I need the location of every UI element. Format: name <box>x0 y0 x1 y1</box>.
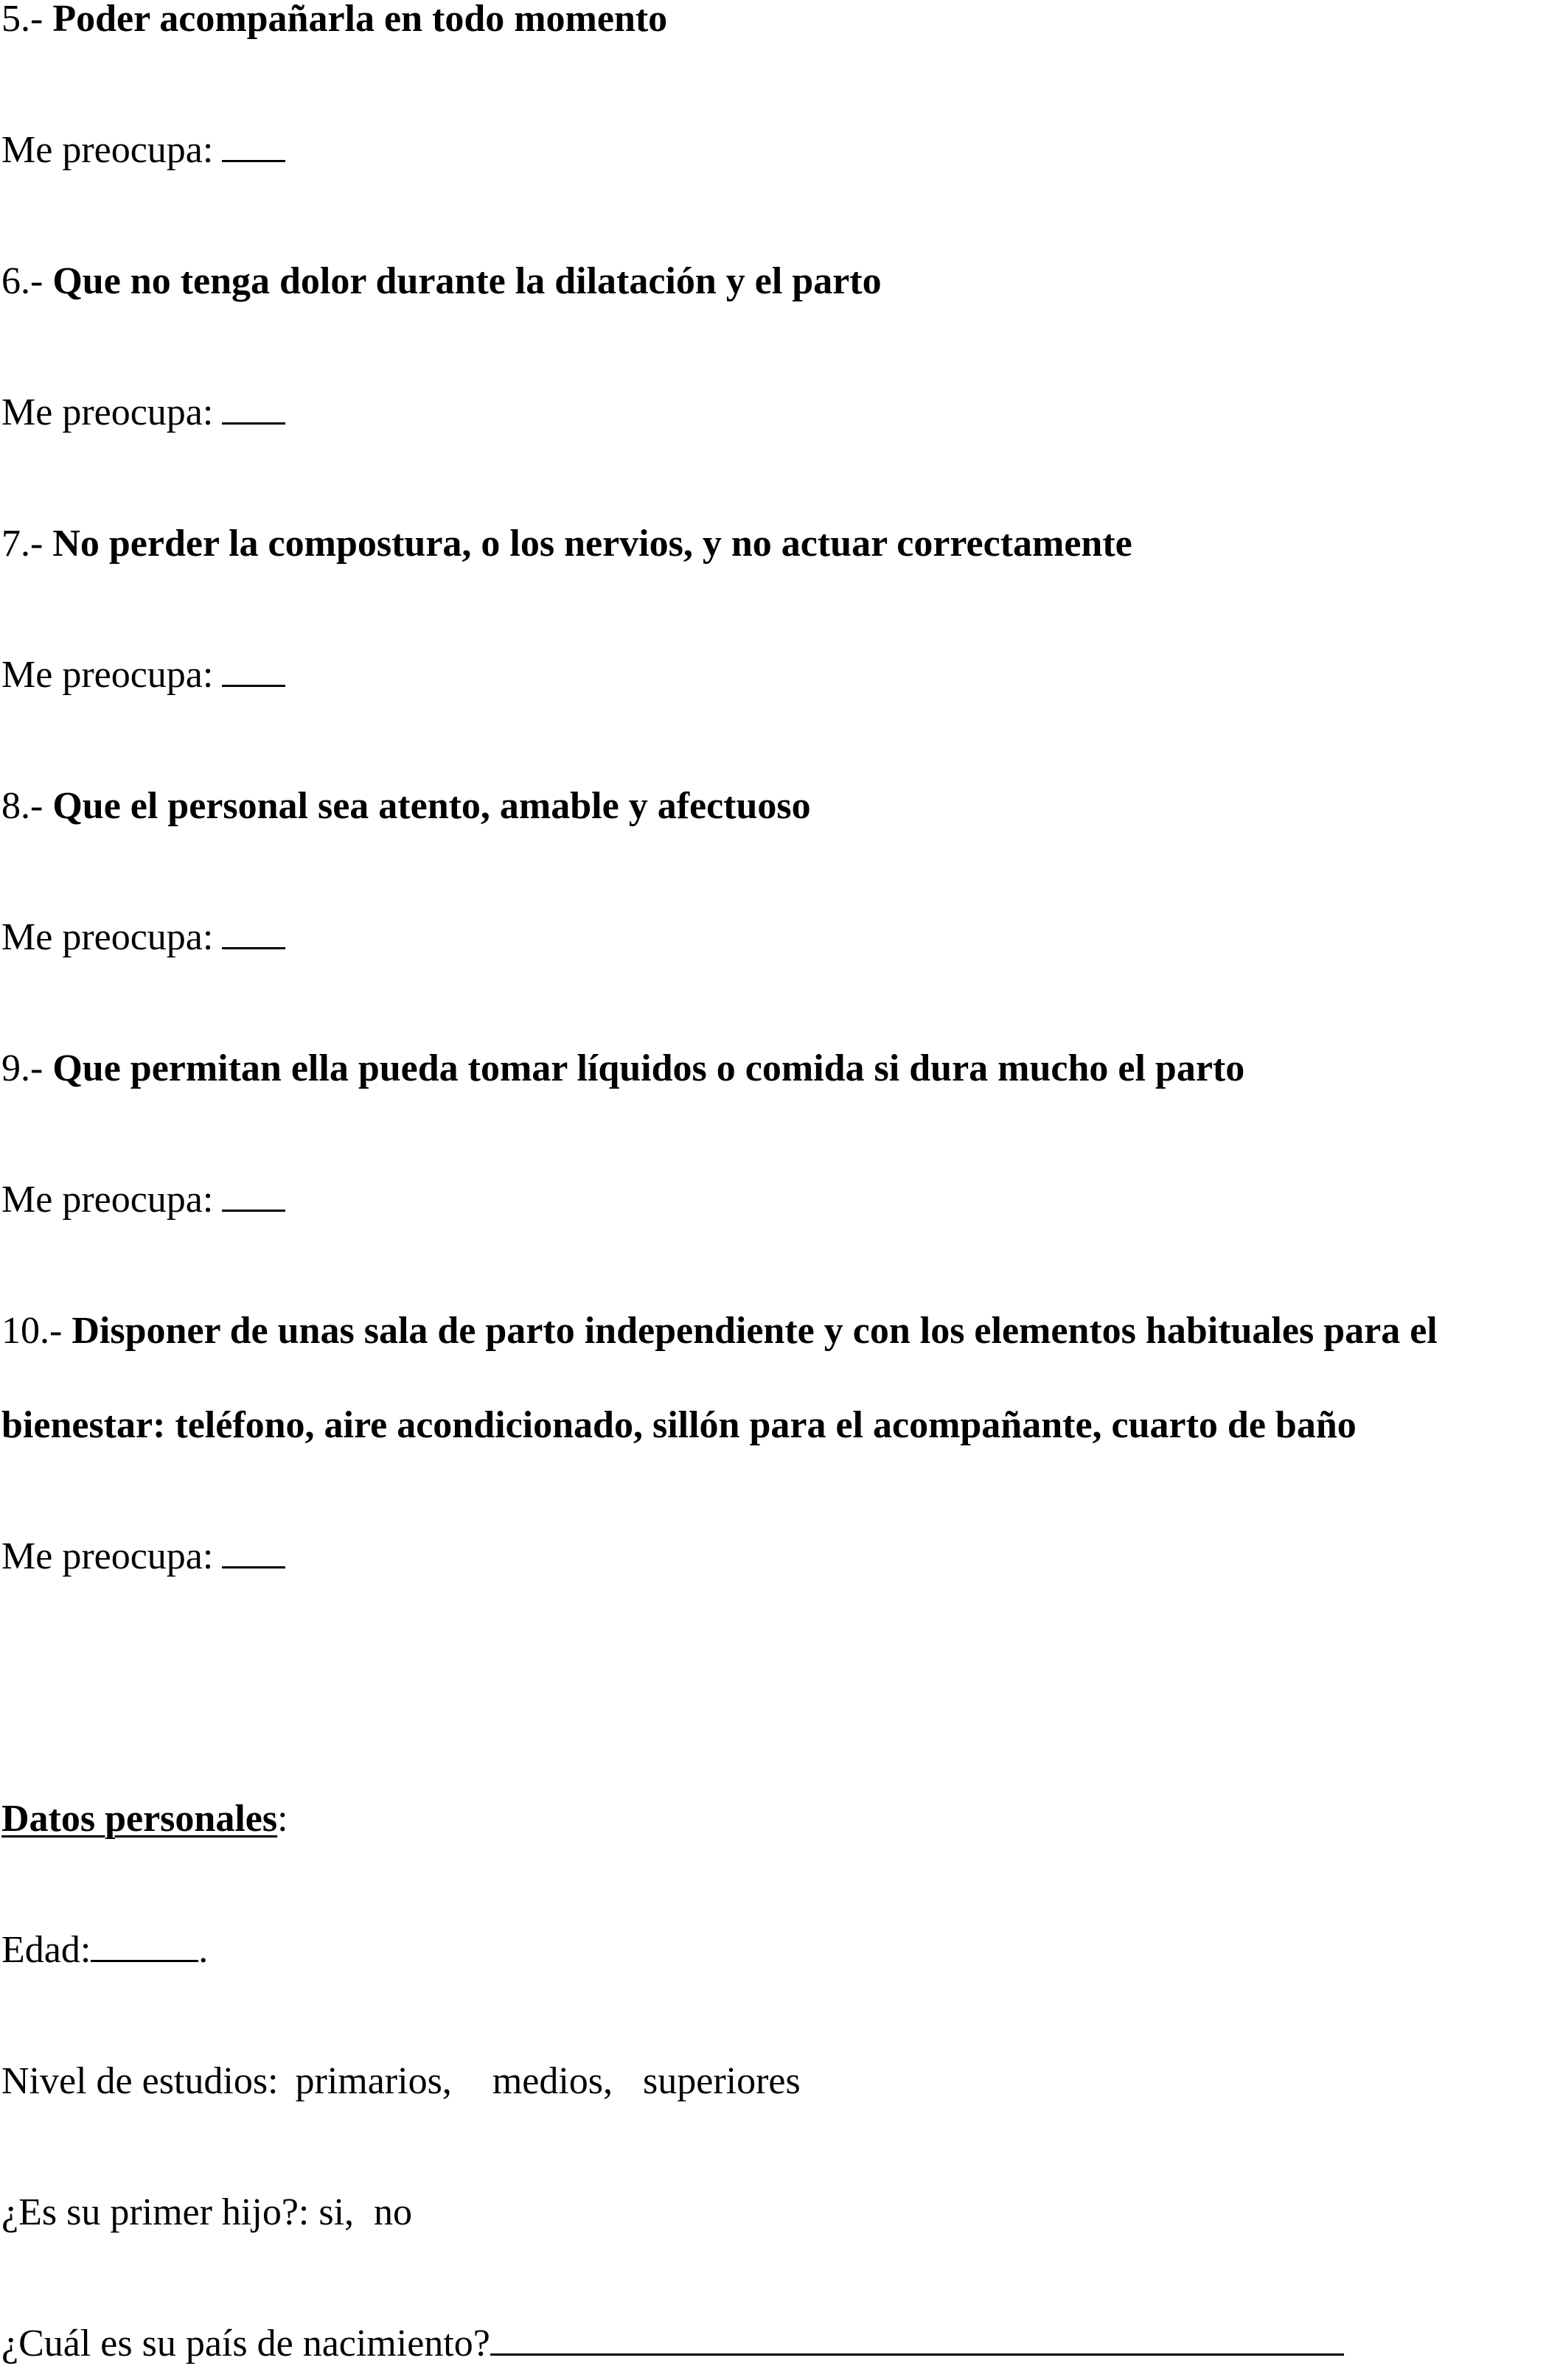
answer-blank[interactable] <box>222 1566 285 1568</box>
item-10-question-cont <box>1 1406 1357 1445</box>
education-option-medios[interactable]: medios, <box>492 2060 613 2102</box>
item-7-question <box>1 525 1132 563</box>
answer-blank[interactable] <box>222 422 285 425</box>
me-preocupa-label: Me preocupa: <box>1 1179 214 1221</box>
personal-data-heading <box>1 1800 288 1838</box>
me-preocupa-label: Me preocupa: <box>1 391 214 433</box>
age-label: Edad: <box>1 1929 91 1971</box>
answer-blank[interactable] <box>222 685 285 687</box>
item-9-question <box>1 1047 1245 1089</box>
answer-blank[interactable] <box>222 160 285 162</box>
age-period: . <box>198 1929 209 1971</box>
first-child-label: ¿Es su primer hijo?: <box>1 2191 310 2233</box>
first-child-row <box>1 2191 413 2233</box>
item-number: 9.- <box>1 1047 43 1089</box>
item-number: 8.- <box>1 785 43 827</box>
item-text: Poder acompañarla en todo momento <box>52 0 668 40</box>
item-7-answer <box>1 656 285 694</box>
item-8-question <box>1 787 811 826</box>
education-row <box>1 2062 801 2101</box>
me-preocupa-label: Me preocupa: <box>1 1535 214 1577</box>
first-child-option-si[interactable]: si, <box>318 2191 355 2233</box>
country-label: ¿Cuál es su país de nacimiento? <box>1 2323 490 2365</box>
item-5-answer <box>1 131 285 170</box>
country-blank[interactable] <box>490 2353 1344 2356</box>
item-6-question <box>1 262 882 301</box>
item-number: 10.- <box>1 1310 63 1352</box>
education-option-superiores[interactable]: superiores <box>643 2060 801 2102</box>
answer-blank[interactable] <box>222 947 285 949</box>
section-title: Datos personales <box>1 1798 278 1840</box>
country-row <box>1 2325 1344 2363</box>
item-8-answer <box>1 918 285 957</box>
item-number: 5.- <box>1 0 43 40</box>
item-number: 6.- <box>1 260 43 302</box>
age-blank[interactable] <box>91 1960 198 1962</box>
heading-colon: : <box>277 1798 288 1840</box>
item-10-question <box>1 1312 1438 1350</box>
me-preocupa-label: Me preocupa: <box>1 654 214 696</box>
item-text: Que no tenga dolor durante la dilatación y el parto <box>52 260 882 302</box>
education-option-primarios[interactable]: primarios, <box>295 2060 452 2102</box>
item-text-continuation: bienestar: teléfono, aire acondicionado, sillón para el acompañante, cuarto de baño <box>1 1404 1357 1446</box>
item-text: Disponer de unas sala de parto independiente y con los elementos habituales para el <box>72 1310 1438 1352</box>
education-label: Nivel de estudios: <box>1 2060 279 2102</box>
item-10-answer <box>1 1535 285 1577</box>
item-text: No perder la compostura, o los nervios, y no actuar correctamente <box>52 523 1132 565</box>
me-preocupa-label: Me preocupa: <box>1 916 214 958</box>
item-number: 7.- <box>1 523 43 565</box>
item-text: Que permitan ella pueda tomar líquidos o comida si dura mucho el parto <box>52 1047 1245 1089</box>
item-text: Que el personal sea atento, amable y afectuoso <box>52 785 811 827</box>
age-row <box>1 1931 208 1969</box>
first-child-option-no[interactable]: no <box>374 2191 413 2233</box>
item-6-answer <box>1 391 285 433</box>
me-preocupa-label: Me preocupa: <box>1 129 214 171</box>
item-9-answer <box>1 1181 285 1219</box>
answer-blank[interactable] <box>222 1210 285 1212</box>
item-5-question <box>1 0 667 38</box>
